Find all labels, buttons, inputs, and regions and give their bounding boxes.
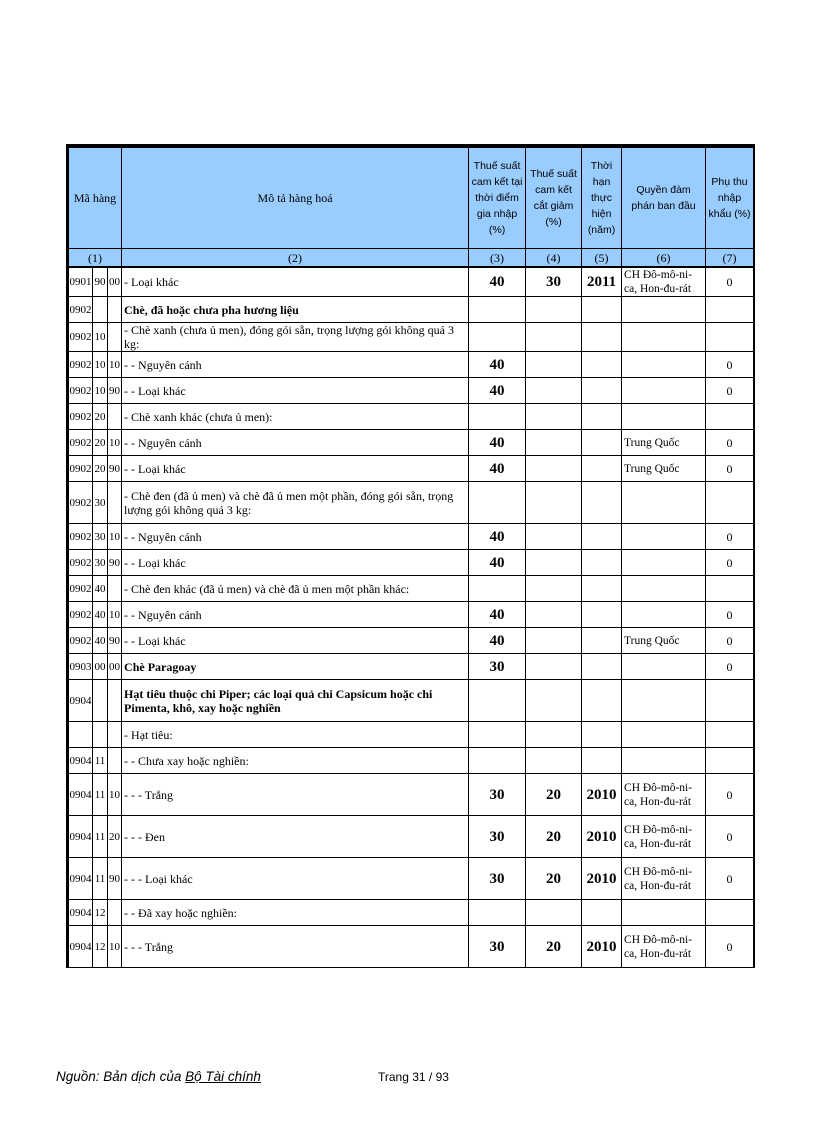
negotiating-country <box>622 404 706 430</box>
commitment-rate <box>469 323 526 352</box>
table-row <box>69 404 754 430</box>
description: - - - Loại khác <box>122 858 469 900</box>
import-surcharge: 0 <box>706 858 754 900</box>
code-part-2: 30 <box>93 550 108 576</box>
description: Chè Paragoay <box>122 654 469 680</box>
reduction-rate <box>526 352 582 378</box>
header-mo-ta: Mô tả hàng hoá <box>122 148 469 249</box>
negotiating-country <box>622 482 706 524</box>
negotiating-country: Trung Quốc <box>622 430 706 456</box>
description: - - Loại khác <box>122 550 469 576</box>
implementation-year <box>582 722 622 748</box>
code-part-2: 20 <box>93 430 108 456</box>
table-row <box>69 297 754 323</box>
description: - Chè đen (đã ủ men) và chè đã ủ men một phần, đóng gói sẵn, trọng lượng gói không quá 3 kg: <box>122 482 469 524</box>
code-part-2 <box>93 722 108 748</box>
commitment-rate: 30 <box>469 858 526 900</box>
negotiating-country: CH Đô-mô-ni-ca, Hon-đu-rát <box>622 816 706 858</box>
implementation-year: 2010 <box>582 926 622 968</box>
implementation-year <box>582 297 622 323</box>
footer-source-link[interactable]: Bộ Tài chính <box>185 1069 261 1084</box>
description: - - Nguyên cánh <box>122 524 469 550</box>
import-surcharge: 0 <box>706 816 754 858</box>
import-surcharge: 0 <box>706 550 754 576</box>
implementation-year <box>582 550 622 576</box>
column-number: (1) <box>69 249 122 268</box>
reduction-rate: 20 <box>526 926 582 968</box>
negotiating-country <box>622 748 706 774</box>
implementation-year <box>582 602 622 628</box>
implementation-year: 2010 <box>582 816 622 858</box>
commitment-rate: 30 <box>469 926 526 968</box>
tariff-table <box>68 147 754 968</box>
description: - - Loại khác <box>122 378 469 404</box>
negotiating-country: CH Đô-mô-ni-ca, Hon-đu-rát <box>622 267 706 297</box>
commitment-rate <box>469 900 526 926</box>
code-part-3 <box>108 576 122 602</box>
reduction-rate <box>526 722 582 748</box>
commitment-rate: 40 <box>469 524 526 550</box>
implementation-year <box>582 430 622 456</box>
code-part-3: 90 <box>108 628 122 654</box>
code-part-2: 10 <box>93 378 108 404</box>
reduction-rate <box>526 900 582 926</box>
import-surcharge <box>706 482 754 524</box>
code-part-1: 0902 <box>69 482 93 524</box>
code-part-1: 0904 <box>69 774 93 816</box>
table-row <box>69 456 754 482</box>
code-part-1: 0902 <box>69 524 93 550</box>
code-part-3 <box>108 680 122 722</box>
code-part-3 <box>108 722 122 748</box>
code-part-2: 12 <box>93 926 108 968</box>
reduction-rate <box>526 628 582 654</box>
code-part-2: 20 <box>93 404 108 430</box>
negotiating-country <box>622 323 706 352</box>
code-part-2: 11 <box>93 774 108 816</box>
table-row <box>69 352 754 378</box>
code-part-1: 0903 <box>69 654 93 680</box>
import-surcharge <box>706 680 754 722</box>
reduction-rate: 30 <box>526 267 582 297</box>
negotiating-country <box>622 524 706 550</box>
import-surcharge <box>706 323 754 352</box>
commitment-rate: 40 <box>469 602 526 628</box>
commitment-rate: 40 <box>469 352 526 378</box>
description: Hạt tiêu thuộc chi Piper; các loại quả chi Capsicum hoặc chi Pimenta, khô, xay hoặc nghiền <box>122 680 469 722</box>
description: - - - Đen <box>122 816 469 858</box>
negotiating-country <box>622 550 706 576</box>
code-part-2 <box>93 297 108 323</box>
code-part-1: 0902 <box>69 628 93 654</box>
code-part-3: 90 <box>108 378 122 404</box>
code-part-3: 90 <box>108 456 122 482</box>
code-part-1: 0904 <box>69 748 93 774</box>
commitment-rate: 30 <box>469 816 526 858</box>
commitment-rate <box>469 722 526 748</box>
column-number-row <box>69 249 754 268</box>
negotiating-country: CH Đô-mô-ni-ca, Hon-đu-rát <box>622 926 706 968</box>
implementation-year <box>582 456 622 482</box>
import-surcharge: 0 <box>706 654 754 680</box>
code-part-2: 10 <box>93 323 108 352</box>
reduction-rate <box>526 576 582 602</box>
code-part-3: 10 <box>108 430 122 456</box>
implementation-year: 2011 <box>582 267 622 297</box>
code-part-1: 0902 <box>69 602 93 628</box>
description: - - Loại khác <box>122 628 469 654</box>
code-part-2: 20 <box>93 456 108 482</box>
table-row <box>69 858 754 900</box>
code-part-2: 00 <box>93 654 108 680</box>
code-part-1: 0902 <box>69 576 93 602</box>
negotiating-country <box>622 297 706 323</box>
code-part-3 <box>108 404 122 430</box>
header-thue-suat-cam-ket: Thuế suất cam kết tại thời điểm gia nhập (%) <box>469 148 526 249</box>
code-part-3 <box>108 900 122 926</box>
implementation-year <box>582 628 622 654</box>
import-surcharge <box>706 404 754 430</box>
column-number: (4) <box>526 249 582 268</box>
code-part-3: 10 <box>108 602 122 628</box>
reduction-rate <box>526 524 582 550</box>
description: - - Nguyên cánh <box>122 352 469 378</box>
import-surcharge: 0 <box>706 430 754 456</box>
table-row <box>69 926 754 968</box>
reduction-rate <box>526 602 582 628</box>
description: Chè, đã hoặc chưa pha hương liệu <box>122 297 469 323</box>
negotiating-country <box>622 576 706 602</box>
table-row <box>69 267 754 297</box>
table-row <box>69 900 754 926</box>
code-part-1: 0904 <box>69 816 93 858</box>
negotiating-country <box>622 352 706 378</box>
import-surcharge: 0 <box>706 378 754 404</box>
table-row <box>69 602 754 628</box>
reduction-rate <box>526 748 582 774</box>
reduction-rate <box>526 430 582 456</box>
code-part-2: 40 <box>93 576 108 602</box>
code-part-2: 90 <box>93 267 108 297</box>
code-part-2: 40 <box>93 602 108 628</box>
negotiating-country <box>622 602 706 628</box>
negotiating-country <box>622 680 706 722</box>
negotiating-country <box>622 722 706 748</box>
table-row <box>69 378 754 404</box>
commitment-rate: 30 <box>469 774 526 816</box>
table-row <box>69 654 754 680</box>
code-part-3: 10 <box>108 352 122 378</box>
code-part-3: 00 <box>108 267 122 297</box>
code-part-1: 0902 <box>69 456 93 482</box>
description: - - Chưa xay hoặc nghiền: <box>122 748 469 774</box>
code-part-1 <box>69 722 93 748</box>
table-row <box>69 482 754 524</box>
table-row <box>69 680 754 722</box>
table-row <box>69 550 754 576</box>
table-row <box>69 323 754 352</box>
code-part-3: 10 <box>108 926 122 968</box>
footer-page-number: Trang 31 / 93 <box>378 1070 449 1084</box>
header-ma-hang: Mã hàng <box>69 148 122 249</box>
code-part-1: 0902 <box>69 352 93 378</box>
code-part-3: 90 <box>108 550 122 576</box>
code-part-1: 0902 <box>69 430 93 456</box>
commitment-rate: 30 <box>469 654 526 680</box>
code-part-1: 0902 <box>69 550 93 576</box>
code-part-2: 10 <box>93 352 108 378</box>
description: - Chè xanh khác (chưa ủ men): <box>122 404 469 430</box>
header-phu-thu: Phụ thu nhập khẩu (%) <box>706 148 754 249</box>
code-part-1: 0904 <box>69 680 93 722</box>
table-row <box>69 722 754 748</box>
description: - - - Trắng <box>122 774 469 816</box>
reduction-rate <box>526 323 582 352</box>
table-row <box>69 524 754 550</box>
footer-source <box>56 1069 261 1084</box>
code-part-2: 40 <box>93 628 108 654</box>
import-surcharge: 0 <box>706 267 754 297</box>
implementation-year <box>582 524 622 550</box>
reduction-rate <box>526 404 582 430</box>
footer-source-prefix: Nguồn: Bản dịch của <box>56 1069 186 1084</box>
description: - Chè đen khác (đã ủ men) và chè đã ủ men một phần khác: <box>122 576 469 602</box>
reduction-rate: 20 <box>526 774 582 816</box>
commitment-rate <box>469 482 526 524</box>
commitment-rate <box>469 404 526 430</box>
commitment-rate: 40 <box>469 456 526 482</box>
reduction-rate <box>526 550 582 576</box>
header-row <box>69 148 754 249</box>
header-thue-suat-cat-giam: Thuế suất cam kết cắt giảm (%) <box>526 148 582 249</box>
import-surcharge: 0 <box>706 352 754 378</box>
implementation-year: 2010 <box>582 774 622 816</box>
commitment-rate: 40 <box>469 267 526 297</box>
code-part-3 <box>108 748 122 774</box>
commitment-rate: 40 <box>469 378 526 404</box>
implementation-year <box>582 482 622 524</box>
negotiating-country <box>622 378 706 404</box>
code-part-2: 11 <box>93 858 108 900</box>
code-part-2 <box>93 680 108 722</box>
negotiating-country: CH Đô-mô-ni-ca, Hon-đu-rát <box>622 858 706 900</box>
column-number: (5) <box>582 249 622 268</box>
code-part-3: 10 <box>108 524 122 550</box>
table-body <box>69 267 754 968</box>
column-number: (7) <box>706 249 754 268</box>
commitment-rate <box>469 748 526 774</box>
code-part-3: 20 <box>108 816 122 858</box>
implementation-year <box>582 748 622 774</box>
reduction-rate <box>526 297 582 323</box>
header-quyen-dam-phan: Quyền đàm phán ban đầu <box>622 148 706 249</box>
table-row <box>69 816 754 858</box>
code-part-2: 30 <box>93 524 108 550</box>
code-part-1: 0904 <box>69 900 93 926</box>
column-number: (6) <box>622 249 706 268</box>
description: - Chè xanh (chưa ủ men), đóng gói sẵn, trọng lượng gói không quá 3 kg: <box>122 323 469 352</box>
code-part-3: 00 <box>108 654 122 680</box>
code-part-1: 0902 <box>69 297 93 323</box>
negotiating-country: Trung Quốc <box>622 456 706 482</box>
commitment-rate <box>469 576 526 602</box>
implementation-year <box>582 404 622 430</box>
commitment-rate: 40 <box>469 628 526 654</box>
negotiating-country <box>622 654 706 680</box>
implementation-year <box>582 323 622 352</box>
import-surcharge <box>706 297 754 323</box>
import-surcharge <box>706 722 754 748</box>
import-surcharge <box>706 748 754 774</box>
reduction-rate <box>526 456 582 482</box>
import-surcharge: 0 <box>706 602 754 628</box>
reduction-rate: 20 <box>526 816 582 858</box>
code-part-1: 0902 <box>69 323 93 352</box>
negotiating-country <box>622 900 706 926</box>
description: - - - Trắng <box>122 926 469 968</box>
code-part-1: 0901 <box>69 267 93 297</box>
code-part-3 <box>108 323 122 352</box>
table-row <box>69 628 754 654</box>
code-part-3: 90 <box>108 858 122 900</box>
import-surcharge <box>706 900 754 926</box>
code-part-3: 10 <box>108 774 122 816</box>
code-part-3 <box>108 297 122 323</box>
code-part-2: 11 <box>93 748 108 774</box>
column-number: (2) <box>122 249 469 268</box>
code-part-1: 0902 <box>69 404 93 430</box>
implementation-year <box>582 900 622 926</box>
commitment-rate <box>469 297 526 323</box>
reduction-rate: 20 <box>526 858 582 900</box>
reduction-rate <box>526 654 582 680</box>
import-surcharge: 0 <box>706 774 754 816</box>
implementation-year <box>582 378 622 404</box>
description: - - Nguyên cánh <box>122 430 469 456</box>
code-part-1: 0904 <box>69 926 93 968</box>
import-surcharge: 0 <box>706 524 754 550</box>
column-number: (3) <box>469 249 526 268</box>
description: - - Đã xay hoặc nghiền: <box>122 900 469 926</box>
table-row <box>69 748 754 774</box>
table-row <box>69 576 754 602</box>
description: - - Nguyên cánh <box>122 602 469 628</box>
code-part-1: 0902 <box>69 378 93 404</box>
commitment-rate: 40 <box>469 550 526 576</box>
implementation-year <box>582 680 622 722</box>
table-row <box>69 774 754 816</box>
import-surcharge: 0 <box>706 456 754 482</box>
code-part-2: 11 <box>93 816 108 858</box>
description: - - Loại khác <box>122 456 469 482</box>
code-part-1: 0904 <box>69 858 93 900</box>
negotiating-country: Trung Quốc <box>622 628 706 654</box>
commitment-rate: 40 <box>469 430 526 456</box>
tariff-table-wrapper <box>66 144 755 968</box>
reduction-rate <box>526 680 582 722</box>
code-part-2: 30 <box>93 482 108 524</box>
table-row <box>69 430 754 456</box>
reduction-rate <box>526 482 582 524</box>
description: - Loại khác <box>122 267 469 297</box>
implementation-year <box>582 352 622 378</box>
reduction-rate <box>526 378 582 404</box>
negotiating-country: CH Đô-mô-ni-ca, Hon-đu-rát <box>622 774 706 816</box>
code-part-2: 12 <box>93 900 108 926</box>
implementation-year: 2010 <box>582 858 622 900</box>
commitment-rate <box>469 680 526 722</box>
import-surcharge: 0 <box>706 628 754 654</box>
implementation-year <box>582 576 622 602</box>
description: - Hạt tiêu: <box>122 722 469 748</box>
implementation-year <box>582 654 622 680</box>
header-thoi-han: Thời hạn thực hiện (năm) <box>582 148 622 249</box>
code-part-3 <box>108 482 122 524</box>
import-surcharge <box>706 576 754 602</box>
import-surcharge: 0 <box>706 926 754 968</box>
